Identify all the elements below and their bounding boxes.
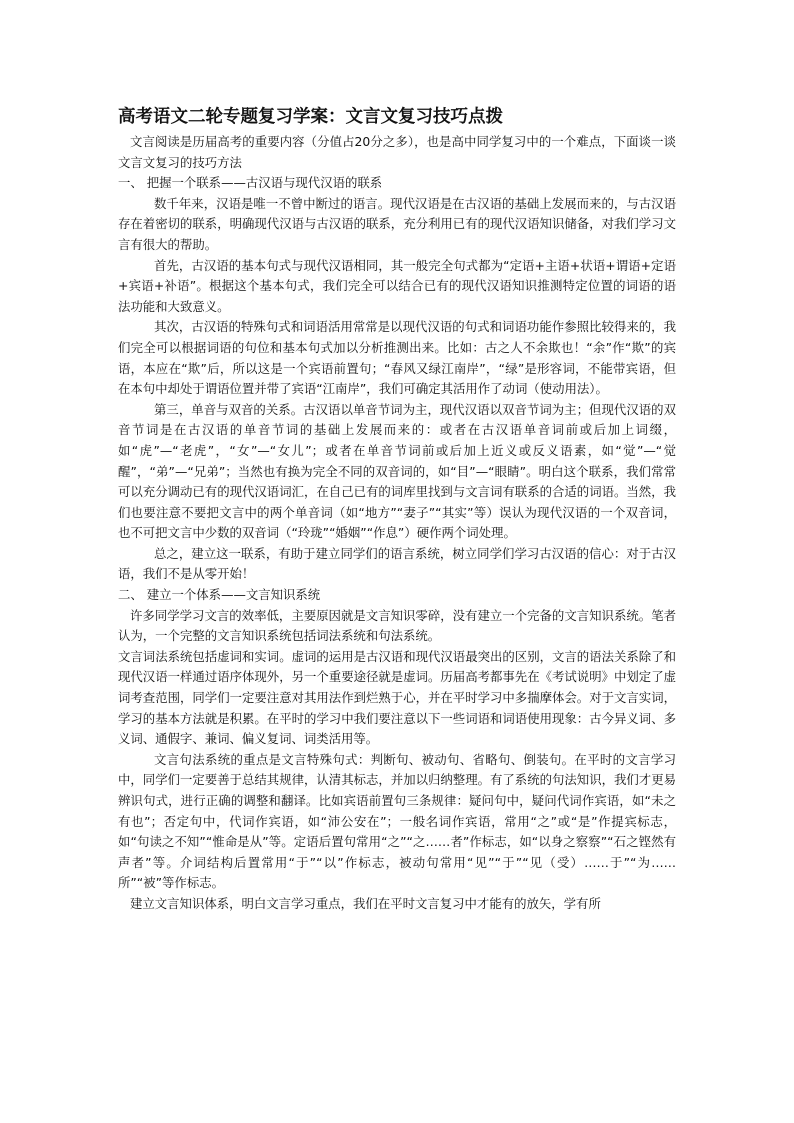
section-2-paragraph-3: 文言句法系统的重点是文言特殊句式：判断句、被动句、省略句、倒装句。在平时的文言学习中，同学们一定要善于总结其规律，认清其标志，并加以归纳整理。有了系统的句法知识，我们才更易辨识句式，进行正确的调整和翻译。比如宾语前置句三条规律：疑问句中，疑问代词作宾语，如“未之有也”；否定句中，代词作宾语，如“沛公安在”；一般名词作宾语，常用“之”或“是”作提宾标志，如“句读之不知”“惟命是从”等。定语后置句常用“之”“之……者”作标志，如“以身之察察”“石之铿然有声者”等。介词结构后置常用“于”“以”作标志，被动句常用“见”“于”“见（受）……于”“为……所”“被”等作标志。 (118, 751, 676, 891)
intro-paragraph: 文言阅读是历届高考的重要内容（分值占20分之多），也是高中同学复习中的一个难点，下面谈一谈文言文复习的技巧方法 (118, 134, 676, 170)
section-1-heading: 一、 把握一个联系——古汉语与现代汉语的联系 (118, 175, 383, 191)
section-1-paragraph-5: 总之，建立这一联系，有助于建立同学们的语言系统，树立同学们学习古汉语的信心：对于古汉语，我们不是从零开始！ (118, 545, 676, 582)
section-1-paragraph-1: 数千年来，汉语是唯一不曾中断过的语言。现代汉语是在古汉语的基础上发展而来的，与古汉语存在着密切的联系，明确现代汉语与古汉语的联系，充分利用已有的现代汉语知识储备，对我们学习文言有很大的帮助。 (118, 195, 676, 252)
section-2-paragraph-1: 许多同学学习文言的效率低，主要原因就是文言知识零碎，没有建立一个完备的文言知识系统。笔者认为，一个完整的文言知识系统包括词法系统和句法系统。 (118, 607, 676, 644)
section-1-paragraph-2: 首先，古汉语的基本句式与现代汉语相同，其一般完全句式都为“定语+主语+状语+谓语+定语+宾语+补语”。根据这个基本句式，我们完全可以结合已有的现代汉语知识推测特定位置的词语的语法功能和大致意义。 (118, 257, 676, 314)
section-1-paragraph-3: 其次，古汉语的特殊句式和词语活用常常是以现代汉语的句式和词语功能作参照比较得来的，我们完全可以根据词语的句位和基本句式加以分析推测出来。比如：古之人不余欺也！“余”作“欺”的宾语，本应在“欺”后，所以这是一个宾语前置句；“春风又绿江南岸”，“绿”是形容词，不能带宾语，但在本句中却处于谓语位置并带了宾语“江南岸”，我们可确定其活用作了动词（使动用法）。 (118, 319, 676, 397)
section-2-paragraph-4: 建立文言知识体系，明白文言学习重点，我们在平时文言复习中才能有的放矢，学有所 (130, 895, 601, 911)
document-title: 高考语文二轮专题复习学案：文言文复习技巧点拨 (118, 107, 503, 127)
section-1-paragraph-4: 第三，单音与双音的关系。古汉语以单音节词为主，现代汉语以双音节词为主；但现代汉语的双音节词是在古汉语的单音节词的基础上发展而来的：或者在古汉语单音词前或后加上词缀，如“虎”—“老虎”，“女”—“女儿”；或者在单音节词前或后加上近义或反义语素，如“觉”—“觉醒”，“弟”—“兄弟”；当然也有换为完全不同的双音词的，如“目”—“眼睛”。明白这个联系，我们常常可以充分调动已有的现代汉语词汇，在自己已有的词库里找到与文言词有联系的合适的词语。当然，我们也要注意不要把文言中的两个单音词（如“地方”“妻子”“其实”等）误认为现代汉语的一个双音词，也不可把文言中少数的双音词（“玲珑”“婚姻”“作息”）硬作两个词处理。 (118, 401, 676, 541)
section-2-heading: 二、 建立一个体系——文言知识系统 (118, 587, 321, 603)
section-2-paragraph-2: 文言词法系统包括虚词和实词。虚词的运用是古汉语和现代汉语最突出的区别，文言的语法关系除了和现代汉语一样通过语序体现外，另一个重要途径就是虚词。历届高考都事先在《考试说明》中划定了虚词考查范围，同学们一定要注意对其用法作到烂熟于心，并在平时学习中多揣摩体会。对于文言实词，学习的基本方法就是积累。在平时的学习中我们要注意以下一些词语和词语使用现象：古今异义词、多义词、通假字、兼词、偏义复词、词类活用等。 (118, 648, 676, 747)
document-page (118, 104, 676, 915)
